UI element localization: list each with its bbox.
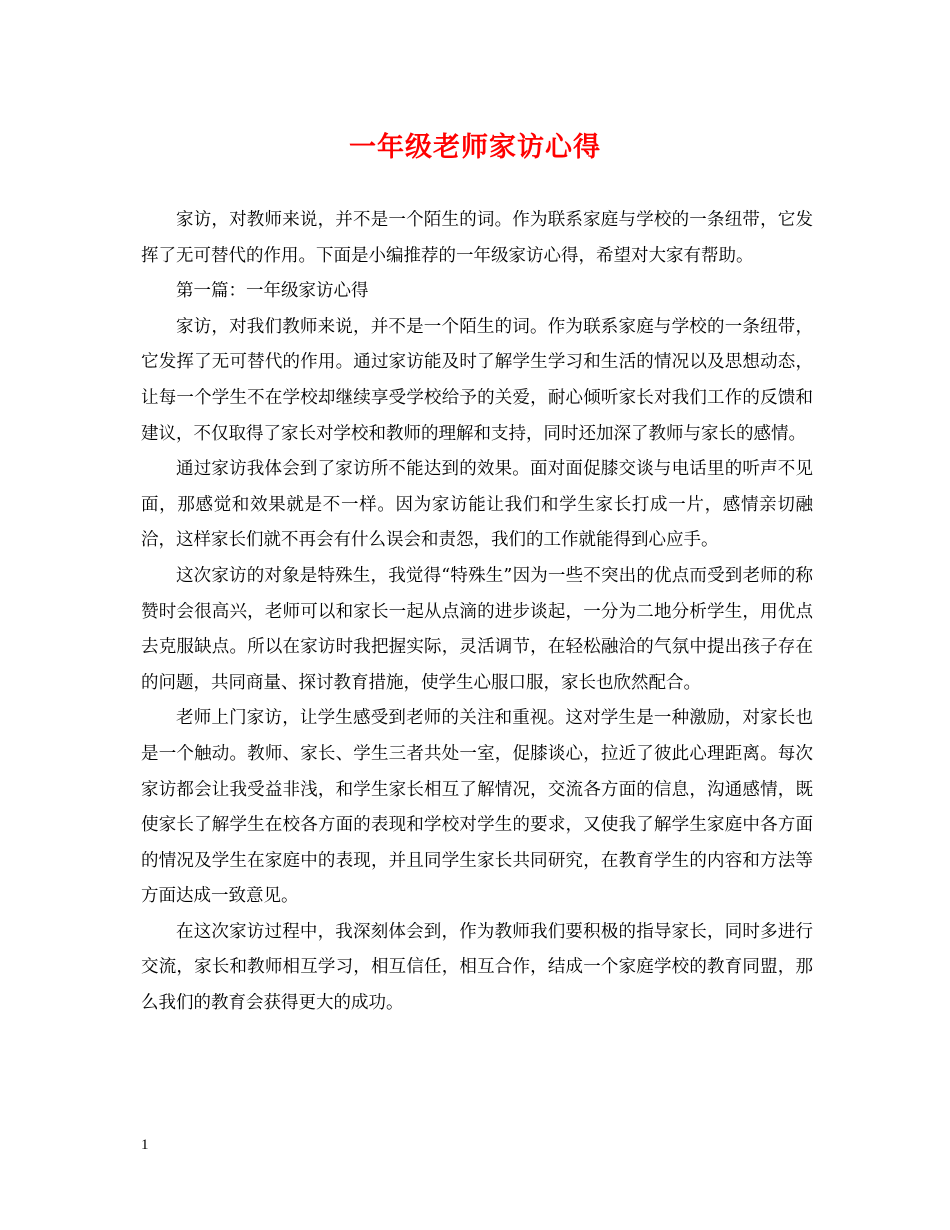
body-paragraph: 老师上门家访，让学生感受到老师的关注和重视。这对学生是一种激励，对家长也是一个触动。教师、家长、学生三者共处一室，促膝谈心，拉近了彼此心理距离。每次家访都会让我受益非浅，和学生家长相互了解情况，交流各方面的信息，沟通感情，既使家长了解学生在校各方面的表现和学校对学生的要求，又使我了解学生家庭中各方面的情况及学生在家庭中的表现，并且同学生家长共同研究，在教育学生的内容和方法等方面达成一致意见。 — [141, 708, 813, 907]
document-body — [141, 203, 813, 1022]
body-paragraph: 在这次家访过程中，我深刻体会到，作为教师我们要积极的指导家长，同时多进行交流，家长和教师相互学习，相互信任，相互合作，结成一个家庭学校的教育同盟，那么我们的教育会获得更大的成功。 — [141, 921, 813, 1014]
body-paragraph: 这次家访的对象是特殊生，我觉得“特殊生”因为一些不突出的优点而受到老师的称赞时会很高兴，老师可以和家长一起从点滴的进步谈起，一分为二地分析学生，用优点去克服缺点。所以在家访时我把握实际，灵活调节，在轻松融洽的气氛中提出孩子存在的问题，共同商量、探讨教育措施，使学生心服口服，家长也欣然配合。 — [141, 565, 813, 693]
section-heading: 第一篇：一年级家访心得 — [176, 281, 369, 302]
body-paragraph: 家访，对我们教师来说，并不是一个陌生的词。作为联系家庭与学校的一条纽带，它发挥了无可替代的作用。通过家访能及时了解学生学习和生活的情况以及思想动态，让每一个学生不在学校却继续享受学校给予的关爱，耐心倾听家长对我们工作的反馈和建议，不仅取得了家长对学校和教师的理解和支持，同时还加深了教师与家长的感情。 — [141, 316, 813, 444]
body-paragraph: 通过家访我体会到了家访所不能达到的效果。面对面促膝交谈与电话里的听声不见面，那感觉和效果就是不一样。因为家访能让我们和学生家长打成一片，感情亲切融洽，这样家长们就不再会有什么误会和责怨，我们的工作就能得到心应手。 — [141, 459, 813, 551]
intro-paragraph: 家访，对教师来说，并不是一个陌生的词。作为联系家庭与学校的一条纽带，它发挥了无可替代的作用。下面是小编推荐的一年级家访心得，希望对大家有帮助。 — [141, 210, 813, 266]
page-title: 一年级老师家访心得 — [349, 132, 601, 163]
page-number: 1 — [141, 1137, 149, 1153]
